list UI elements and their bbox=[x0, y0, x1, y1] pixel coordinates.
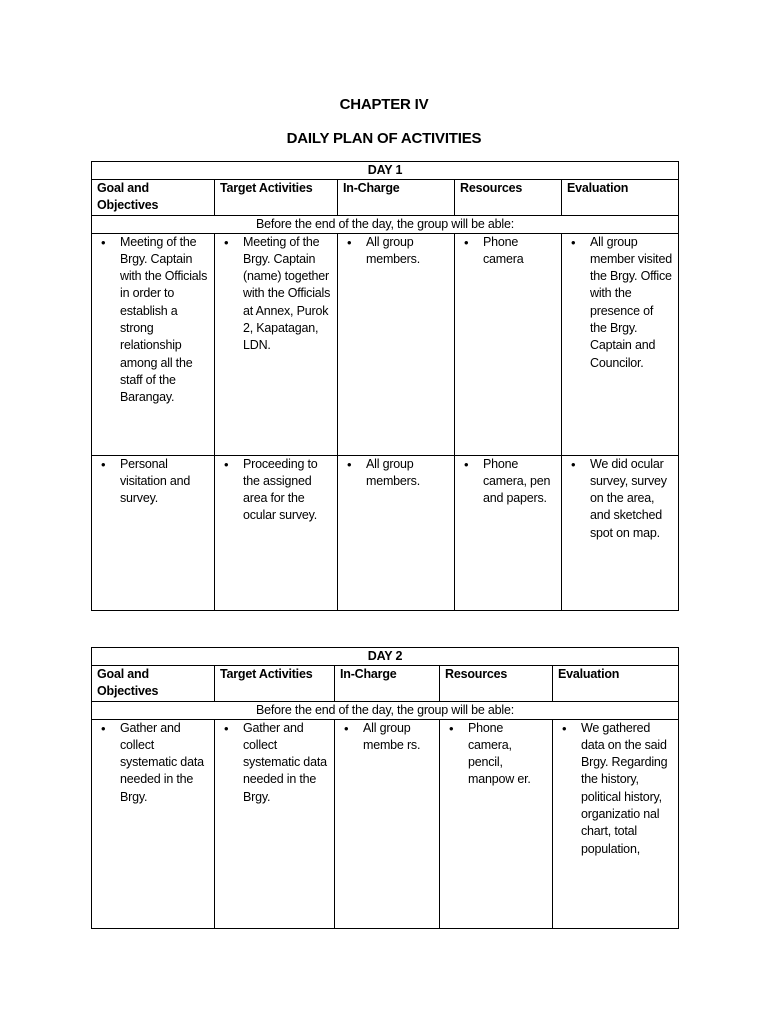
activity-cell: • Meeting of the Brgy. Captain (name) together with the Officials at Annex, Purok 2, Kapatagan, LDN. bbox=[220, 234, 332, 355]
column-header: Goal and Objectives bbox=[92, 180, 215, 216]
table-row bbox=[92, 233, 679, 455]
incharge-cell: • All group membe rs. bbox=[340, 720, 434, 755]
day-row bbox=[92, 648, 679, 666]
goal-cell: • Gather and collect systematic data needed in the Brgy. bbox=[97, 720, 209, 806]
resources-cell: • Phone camera, pen and papers. bbox=[460, 456, 556, 508]
chapter-heading: CHAPTER IV bbox=[339, 96, 429, 113]
goal-cell: • Meeting of the Brgy. Captain with the Officials in order to establish a strong relationship among all the staff of the Barangay. bbox=[97, 234, 209, 407]
resources-cell: • Phone camera bbox=[460, 234, 556, 269]
incharge-cell: • All group members. bbox=[343, 234, 449, 269]
activity-cell: • Proceeding to the assigned area for the ocular survey. bbox=[220, 456, 332, 525]
activity-cell: • Gather and collect systematic data needed in the Brgy. bbox=[220, 720, 329, 806]
day-label: DAY 2 bbox=[92, 648, 679, 666]
day2-table bbox=[91, 647, 679, 929]
column-header: Resources bbox=[455, 180, 562, 216]
evaluation-cell: • We gathered data on the said Brgy. Regarding the history, political history, organizatio nal chart, total population, bbox=[558, 720, 673, 858]
column-header: In-Charge bbox=[335, 666, 440, 702]
table-row bbox=[92, 455, 679, 610]
column-header: Evaluation bbox=[562, 180, 679, 216]
resources-cell: • Phone camera, pencil, manpow er. bbox=[445, 720, 547, 789]
goal-cell: • Personal visitation and survey. bbox=[97, 456, 209, 508]
column-header: Evaluation bbox=[553, 666, 679, 702]
incharge-cell: • All group members. bbox=[343, 456, 449, 491]
evaluation-cell: • All group member visited the Brgy. Office with the presence of the Brgy. Captain and Councilor. bbox=[567, 234, 673, 372]
evaluation-cell: • We did ocular survey, survey on the area, and sketched spot on map. bbox=[567, 456, 673, 542]
column-header: In-Charge bbox=[338, 180, 455, 216]
column-header: Resources bbox=[440, 666, 553, 702]
day1-table bbox=[91, 161, 679, 611]
header-row bbox=[92, 666, 679, 702]
column-header: Target Activities bbox=[215, 666, 335, 702]
instruction-note: Before the end of the day, the group will be able: bbox=[92, 215, 679, 233]
day-row bbox=[92, 162, 679, 180]
instruction-note: Before the end of the day, the group will be able: bbox=[92, 701, 679, 719]
table-row bbox=[92, 719, 679, 928]
note-row bbox=[92, 215, 679, 233]
document-title: DAILY PLAN OF ACTIVITIES bbox=[286, 130, 482, 147]
column-header: Target Activities bbox=[215, 180, 338, 216]
header-row bbox=[92, 180, 679, 216]
column-header: Goal and Objectives bbox=[92, 666, 215, 702]
note-row bbox=[92, 701, 679, 719]
day-label: DAY 1 bbox=[92, 162, 679, 180]
